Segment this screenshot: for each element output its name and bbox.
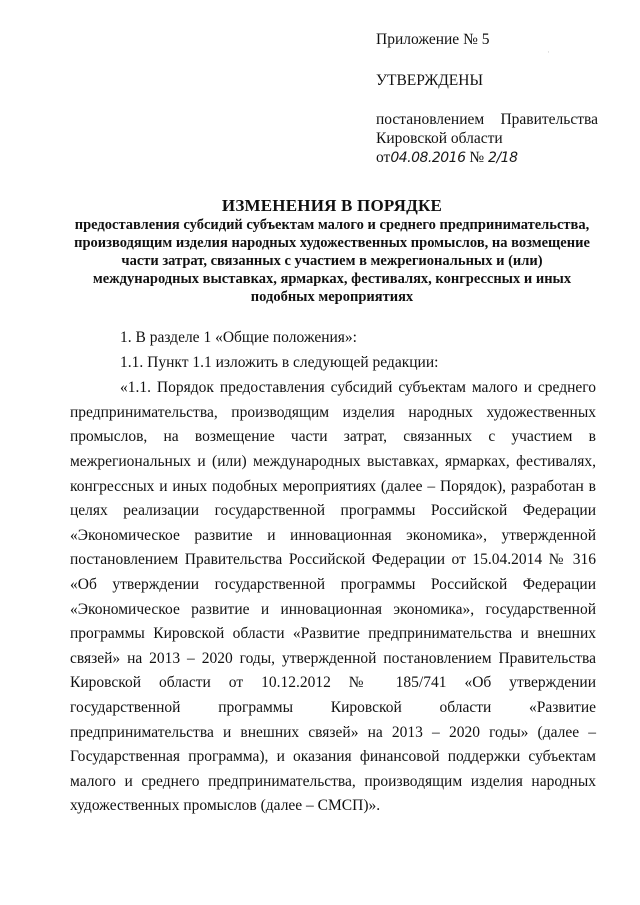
document-title: ИЗМЕНЕНИЯ В ПОРЯДКЕ xyxy=(221,196,443,215)
from-label: от xyxy=(376,149,391,166)
approved-label: УТВЕРЖДЕНЫ xyxy=(376,72,483,89)
approval-block xyxy=(376,30,598,168)
handwritten-date: 04.08.2016 xyxy=(390,150,466,166)
document-body xyxy=(70,326,596,819)
date-number-line xyxy=(376,148,598,168)
scan-artifact-mark: · xyxy=(547,47,550,57)
handwritten-number: 2/18 xyxy=(488,150,518,166)
number-label: № xyxy=(469,149,485,166)
paragraph-new-wording: «1.1. Порядок предоставления субсидий субъектам малого и среднего предпринимательства, производящим изделия народных художественных промыслов, на возмещение части затрат, связанных с участием в межрегиональных и (или) международных выставках, ярмарках, фестивалях, конгрессных и иных подобных мероприятиях (далее – Порядок), разработан в целях реализации государственной программы Российской Федерации «Экономическое развитие и инновационная экономика», утвержденной постановлением Правительства Российской Федерации от 15.04.2014 № 316 «Об утверждении государственной программы Российской Федерации «Экономическое развитие и инновационная экономика», государственной программы Кировской области «Развитие предпринимательства и внешних связей» на 2013 – 2020 годы, утвержденной постановлением Правительства Кировской области от 10.12.2012 № 185/741 «Об утверждении государственной программы Кировской области «Развитие предпринимательства и внешних связей» на 2013 – 2020 годы» (далее – Государственная программа), и оказания финансовой поддержки субъектам малого и среднего предпринимательства, производящим изделия народных художественных промыслов (далее – СМСП)». xyxy=(70,379,596,815)
decree-line xyxy=(376,110,598,129)
appendix-label: Приложение № 5 xyxy=(376,31,490,48)
document-subtitle: предоставления субсидий субъектам малого и среднего предпринимательства, производящим изделия народных художественных промыслов, на возмещение части затрат, связанных с участием в межрегиональных и (или) международных выставках, ярмарках, фестивалях, конгрессных и иных подобных мероприятиях xyxy=(74,217,590,305)
decree-government: Правительства xyxy=(500,111,598,128)
document-heading xyxy=(70,196,594,306)
paragraph-section-1: 1. В разделе 1 «Общие положения»: xyxy=(120,329,357,346)
paragraph-item-1-1: 1.1. Пункт 1.1 изложить в следующей редакции: xyxy=(120,354,439,372)
decree-word: постановлением xyxy=(376,111,485,128)
region-label: Кировской области xyxy=(376,130,503,147)
